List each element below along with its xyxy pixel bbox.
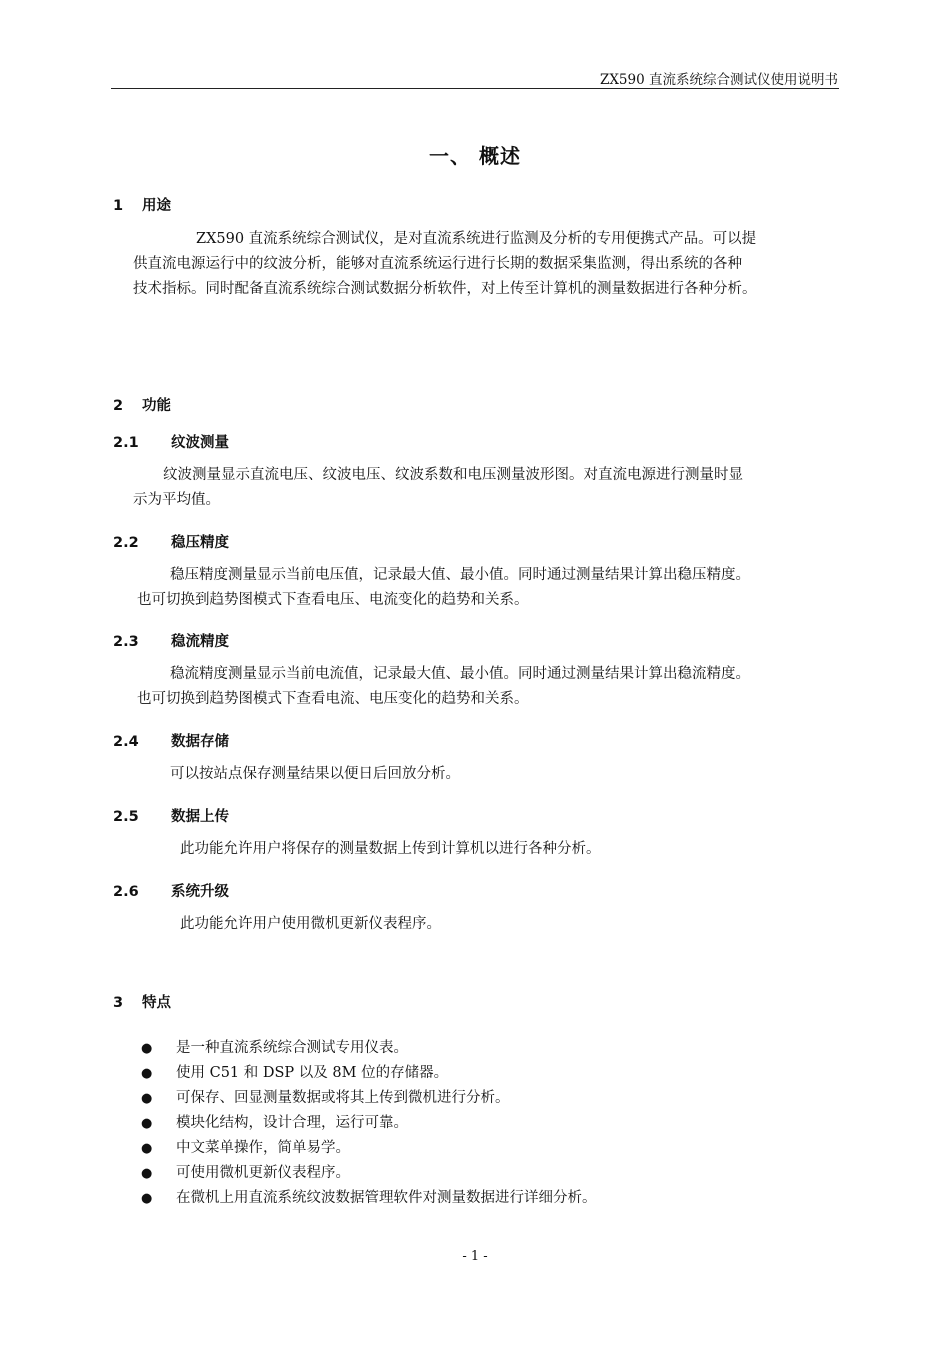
feature-list <box>141 1036 597 1211</box>
section-2-heading <box>113 394 171 415</box>
bullet-icon: ● <box>141 1141 153 1156</box>
section-title: 数据上传 <box>171 809 229 825</box>
list-item <box>141 1161 597 1186</box>
list-item <box>141 1186 597 1211</box>
bullet-icon: ● <box>141 1116 153 1131</box>
section-title: 稳流精度 <box>171 634 229 650</box>
section-2-3-heading <box>113 630 229 651</box>
section-number: 3 <box>113 995 124 1011</box>
section-2-2-heading <box>113 531 229 552</box>
section-number: 2.4 <box>113 734 139 750</box>
list-item <box>141 1086 597 1111</box>
section-number: 2 <box>113 398 124 414</box>
section-2-6-heading <box>113 880 229 901</box>
paragraph-line: 稳压精度测量显示当前电压值，记录最大值、最小值。同时通过测量结果计算出稳压精度。 <box>170 567 750 583</box>
bullet-icon: ● <box>141 1191 153 1206</box>
section-title: 特点 <box>142 995 171 1011</box>
section-number: 2.5 <box>113 809 139 825</box>
header-rule <box>111 88 839 89</box>
paragraph-line: 稳流精度测量显示当前电流值，记录最大值、最小值。同时通过测量结果计算出稳流精度。 <box>170 666 750 682</box>
section-title: 稳压精度 <box>171 535 229 551</box>
section-1-heading <box>113 194 171 215</box>
running-header: ZX590 直流系统综合测试仪使用说明书 <box>599 72 838 88</box>
section-2-4-heading <box>113 730 229 751</box>
section-title: 系统升级 <box>171 884 229 900</box>
section-title: 纹波测量 <box>171 435 229 451</box>
section-number: 2.3 <box>113 634 139 650</box>
paragraph-line: 示为平均值。 <box>133 492 220 508</box>
section-number: 2.6 <box>113 884 139 900</box>
chapter-title: 一、 概述 <box>429 144 521 168</box>
bullet-icon: ● <box>141 1041 153 1056</box>
list-item-text: 中文菜单操作，简单易学。 <box>176 1140 350 1156</box>
paragraph-line: 纹波测量显示直流电压、纹波电压、纹波系数和电压测量波形图。对直流电源进行测量时显 <box>163 467 743 483</box>
list-item-text: 可使用微机更新仪表程序。 <box>176 1165 350 1181</box>
paragraph-line: 供直流电源运行中的纹波分析，能够对直流系统运行进行长期的数据采集监测，得出系统的各种 <box>133 256 742 272</box>
list-item-text: 可保存、回显测量数据或将其上传到微机进行分析。 <box>176 1090 510 1106</box>
paragraph-line: ZX590 直流系统综合测试仪，是对直流系统进行监测及分析的专用便携式产品。可以提 <box>196 231 757 247</box>
section-number: 1 <box>113 198 124 214</box>
section-title: 数据存储 <box>171 734 229 750</box>
bullet-icon: ● <box>141 1166 153 1181</box>
paragraph-line: 也可切换到趋势图模式下查看电压、电流变化的趋势和关系。 <box>137 592 529 608</box>
list-item <box>141 1111 597 1136</box>
list-item <box>141 1061 597 1086</box>
paragraph-line: 也可切换到趋势图模式下查看电流、电压变化的趋势和关系。 <box>137 691 529 707</box>
bullet-icon: ● <box>141 1091 153 1106</box>
section-title: 用途 <box>142 198 171 214</box>
list-item-text: 是一种直流系统综合测试专用仪表。 <box>176 1040 408 1056</box>
section-title: 功能 <box>142 398 171 414</box>
section-number: 2.1 <box>113 435 139 451</box>
page-number: - 1 - <box>462 1249 488 1264</box>
section-3-heading <box>113 991 171 1012</box>
paragraph-line: 可以按站点保存测量结果以便日后回放分析。 <box>170 766 460 782</box>
list-item-text: 使用 C51 和 DSP 以及 8M 位的存储器。 <box>176 1065 449 1081</box>
list-item-text: 模块化结构，设计合理，运行可靠。 <box>176 1115 408 1131</box>
paragraph-line: 技术指标。同时配备直流系统综合测试数据分析软件，对上传至计算机的测量数据进行各种分析。 <box>133 281 757 297</box>
section-2-1-heading <box>113 431 229 452</box>
paragraph-line: 此功能允许用户使用微机更新仪表程序。 <box>180 916 441 932</box>
section-2-5-heading <box>113 805 229 826</box>
paragraph-line: 此功能允许用户将保存的测量数据上传到计算机以进行各种分析。 <box>180 841 601 857</box>
bullet-icon: ● <box>141 1066 153 1081</box>
list-item <box>141 1036 597 1061</box>
section-number: 2.2 <box>113 535 139 551</box>
list-item <box>141 1136 597 1161</box>
list-item-text: 在微机上用直流系统纹波数据管理软件对测量数据进行详细分析。 <box>176 1190 597 1206</box>
